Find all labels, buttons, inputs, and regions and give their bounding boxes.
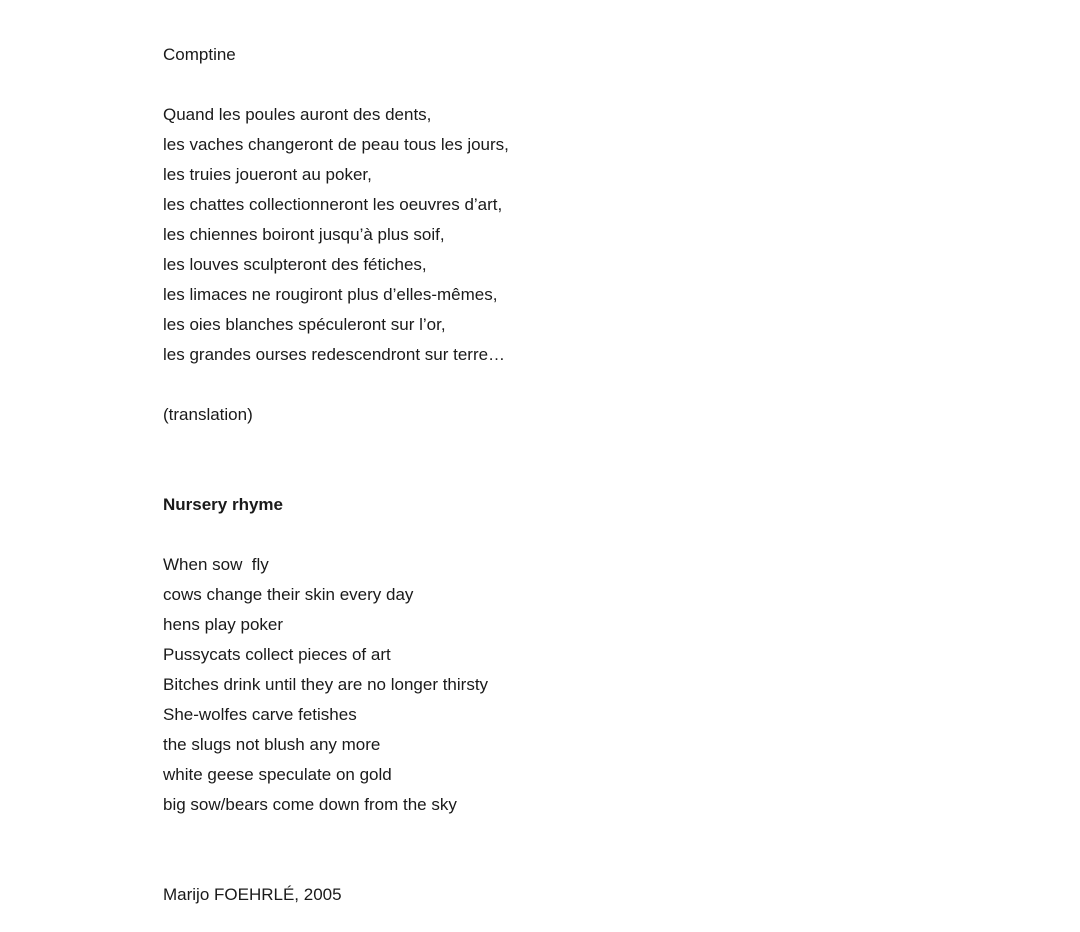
translation-note: (translation) — [163, 405, 253, 424]
poem-line: big sow/bears come down from the sky — [163, 795, 457, 814]
poem-line: Pussycats collect pieces of art — [163, 645, 391, 664]
poem-line: les limaces ne rougiront plus d’elles-mêmes, — [163, 285, 498, 304]
poem-line: les oies blanches spéculeront sur l’or, — [163, 315, 446, 334]
attribution: Marijo FOEHRLÉ, 2005 — [163, 885, 342, 904]
poem-line: cows change their skin every day — [163, 585, 414, 604]
poem-line: les louves sculpteront des fétiches, — [163, 255, 427, 274]
poem-title-english: Nursery rhyme — [163, 495, 284, 514]
poem-line: the slugs not blush any more — [163, 735, 381, 754]
poem-line: les vaches changeront de peau tous les jours, — [163, 135, 509, 154]
poem-line: les truies joueront au poker, — [163, 165, 372, 184]
english-poem — [163, 550, 1040, 820]
poem-line: les chiennes boiront jusqu’à plus soif, — [163, 225, 445, 244]
poem-line: She-wolfes carve fetishes — [163, 705, 357, 724]
poem-line: When sow fly — [163, 555, 269, 574]
poem-line: les chattes collectionneront les oeuvres d’art, — [163, 195, 503, 214]
poem-title-french: Comptine — [163, 45, 236, 64]
french-poem — [163, 100, 1040, 370]
poem-line: les grandes ourses redescendront sur terre… — [163, 345, 506, 364]
poem-line: white geese speculate on gold — [163, 765, 392, 784]
poem-line: Bitches drink until they are no longer thirsty — [163, 675, 489, 694]
poem-line: Quand les poules auront des dents, — [163, 105, 432, 124]
poem-line: hens play poker — [163, 615, 284, 634]
